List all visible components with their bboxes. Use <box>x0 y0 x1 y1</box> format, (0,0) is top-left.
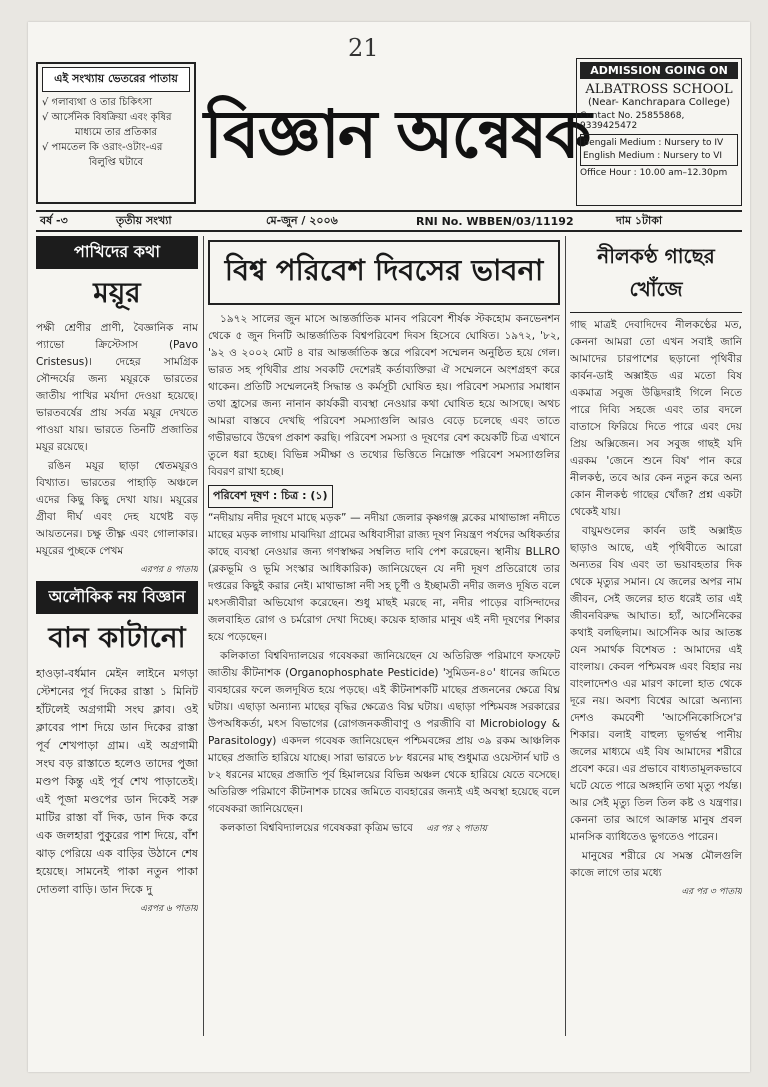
inside-item: √ গলাব্যথা ও তার চিকিৎসা <box>42 97 153 108</box>
subhead-pollution: পরিবেশ দূষণ : চিত্র : (১) <box>208 485 333 508</box>
handwritten-page-number: 21 <box>348 34 379 62</box>
environment-paragraph: ১৯৭২ সালের জুন মাসে আন্তর্জাতিক মানব পরিবেশ শীর্ষক স্টকহোম কনভেনশন থেকে ৫ জুন দিনটি আন্তর্জাতিক বিশ্বপরিবেশ দিবস হিসেবে ঘোষিত। ১৯৭২, '৮২, '৯২ ও ২০০২ মোট ৪ বার আন্তর্জাতিক স্তরে পরিবেশ সম্মেলন অনুষ্ঠিত হয়ে গেল। ভারত সহ পৃথিবীর প্রায় সবকটি দেশেরই কর্তাব্যক্তিরা ঐ সম্মেলনে অংশগ্রহণ করে থাকেন। প্রতিটি সম্মেলনেই সিদ্ধান্ত ও কর্মসূচী ঘোষিত হয়। পরিবেশ সমস্যার সমাধান তথা হ্রাসের জন্য নানান কার্যকরী ব্যবস্থা নেওয়ার কথা ঘোষিত হয়ে আসছে। অথচ আমরা বাস্তবে দেখছি পরিবেশ সমস্যাগুলি আরও বেড়ে চলেছে এবং তাতে গভীরভাবে উদ্বেগ প্রকাশ করছি। পরিবেশ সমস্যা ও দূষণের বেশ কয়েকটি চিত্র এখানে তুলে ধরা হচ্ছে। বিভিন্ন সমীক্ষা ও তথ্যের ভিত্তিতে নিম্নোক্ত পরিবেশ সমস্যাগুলির বিবরণ রাখা হচ্ছে। <box>208 313 560 478</box>
ad-office-hour: Office Hour : 10.00 am–12.30pm <box>580 168 728 178</box>
environment-paragraph <box>208 820 560 838</box>
peacock-paragraph: পক্ষী শ্রেণীর প্রাণী, বৈজ্ঞানিক নাম প্যাভো ক্রিস্টেসাস (Pavo Cristesus)। দেহের সামগ্রিক সৌন্দর্যের জন্য ময়ূরকে ভারতের জাতীয় পাখির মর্যাদা দেওয়া হয়েছে। ভারতবর্ষের প্রায় সর্বত্র ময়ূর দেখতে পাওয়া যায়। ভারতে তিনটি প্রজাতির ময়ূর রয়েছে। <box>36 322 198 453</box>
column-divider <box>203 236 204 1036</box>
environment-paragraph: কলিকাতা বিশ্ববিদ্যালয়ের গবেষকরা জানিয়েছেন যে অতিরিক্ত পরিমাণে ফসফেট জাতীয় কীটনাশক (Organophosphate Pesticide) 'সুমিডন-৪০' ধানের জমিতে ব্যবহারের ফলে জলদূষিত হয়ে পড়ছে। এই কীটনাশকটি মাছের প্রজননের ক্ষেত্রে বিঘ্ন ঘটায়। এছাড়া অন্যান্য মাছের বৃদ্ধির ক্ষেত্রেও বিঘ্ন ঘটায়। এছাড়া পশ্চিমবঙ্গ সরকারের উপঅধিকর্তা, মৎস বিভাগের (রোগজনকজীবাণু ও পরজীবি বা Microbiology & Parasitology) একদল গবেষক জানিয়েছেন পশ্চিমবঙ্গের প্রায় ৩৯ রকম আঞ্চলিক মাছের প্রজাতি হারিয়ে যাচ্ছে। সারা ভারতে ৮৮ ধরনের মাছ শুধুমাত্র ওয়েস্টার্ন ঘাট ও ৮২ ধরনের মাছের প্রজাতি পূর্ব হিমালয়ের বিভিন্ন অঞ্চল থেকে হারিয়ে যেতে বসেছে। অতিরিক্ত পরিমাণে কীটনাশক চাষের জমিতে ব্যবহারের জন্যই এই অবস্থা হয়েছে বলে গবেষকরা জানিয়েছেন। <box>208 650 560 815</box>
left-column <box>36 236 198 1066</box>
headline-peacock: ময়ূর <box>93 276 141 309</box>
issue-number: তৃতীয় সংখ্যা <box>116 213 172 227</box>
environment-tail: কলকাতা বিশ্ববিদ্যালয়ের গবেষকরা কৃত্রিম ভাবে <box>220 822 413 834</box>
issue-date: মে-জুন / ২০০৬ <box>266 213 338 227</box>
inside-item: মাধ্যমে তার প্রতিকার <box>74 127 157 138</box>
inside-pages-box <box>36 62 196 204</box>
ad-contact: Contact No. 25855868, 9339425472 <box>580 111 685 131</box>
section-science: অলৌকিক নয় বিজ্ঞান <box>36 581 198 614</box>
peacock-paragraph: রঙিন ময়ূর ছাড়া শ্বেতময়ূরও বিখ্যাত। ভারতের পাহাড়ি অঞ্চলে এদের কিছু কিছু দেখা যায়। ময়ূরের গ্রীবা দীর্ঘ এবং দেহ যথেষ্ট বড় আয়তনের। চক্ষু তীক্ষ্ণ এবং গোলাকার। ময়ূরের পুচ্ছকে পেখম <box>36 460 198 557</box>
inside-item: বিলুপ্তি ঘটাবে <box>88 157 144 168</box>
section-birds: পাখিদের কথা <box>36 236 198 269</box>
ad-english-medium: English Medium : Nursery to VI <box>583 151 723 161</box>
continuation-note: এর পর ৩ পাতায় <box>681 887 742 897</box>
headline-environment-day: বিশ্ব পরিবেশ দিবসের ভাবনা <box>208 240 560 305</box>
nilkantha-paragraph: বায়ুমণ্ডলের কার্বন ডাই অক্সাইড ছাড়াও আছে, এই পৃথিবীতে আরো অন্যতর বিষ এবং তা ভয়াবহতার দিক থেকে মৃত্যুর সমান। যে জলের অপর নাম জীবন, সেই জলের হাত ধরেই তার এই জীবনবিরুদ্ধ আঘাত। হ্যাঁ, আর্সেনিকের কথাই বলছিলাম। আর্সেনিক আর আতঙ্ক যেন সমার্থক বিশেষত : আমাদের এই বাংলায়। কেবল পশ্চিমবঙ্গ এবং বিহার নয় বাংলাদেশও এর মারণ কালো হাত থেকে দূরে নয়। অবশ্য বিশ্বের আরো অন্যান্য দেশও কমবেশী 'আর্সেনিকোসিসে'র শিকার। বলাই বাহুল্য ভূগর্ভস্থ পানীয় জলের মাধ্যমে এই বিষ আমাদের শরীরে প্রবেশ করে। এর প্রভাবে বাধ্যতামূলকভাবে ঘটে যেতে পারে অঙ্গহানি তথা মৃত্যু পর্যন্ত। আর সেই মৃত্যু তিল তিল কষ্ট ও যন্ত্রণার। কেননা তার আগে আক্রান্ত মানুষ প্রবল মানসিক ব্যাধিতেও ভুগতেও পারেন। <box>570 525 742 843</box>
continuation-note: এরপর ৪ পাতায় <box>140 565 198 575</box>
ad-subtitle: (Near- Kanchrapara College) <box>588 97 730 108</box>
inside-item: √ আর্সেনিক বিষক্রিয়া এবং কৃষির <box>42 112 172 123</box>
ad-heading: ADMISSION GOING ON <box>580 62 738 79</box>
ban-katano-paragraph: হাওড়া-বর্ধমান মেইন লাইনে মগড়া স্টেশনের পূর্ব দিকের রাস্তা ১ মিনিট হাঁটলেই অগ্রগামী সংঘ ক্লাব। ওই ক্লাবের পাশ দিয়ে ডান দিকের রাস্তা পূর্ব শেখপাড়া গ্রাম। এই অগ্রগামী সংঘ বড় রাস্তাতে হলেও তাদের পুজা মণ্ডপ কিন্তু এই পূর্ব শেখ পাড়াতেই। এই পূজা মণ্ডপের ডান দিকেই সরু মাটির রাস্তা বাঁ দিক, ডান দিক করে এক জলহারা পুকুরের পাশ দিয়ে, বাঁশ ঝাড় পেরিয়ে এক বাড়ির উঠানে শেষ হয়েছে। সামনেই পাকা নতুন পাকা দোতলা বাড়ি। ডান দিকে দু <box>36 667 198 896</box>
newspaper-page <box>28 22 750 1072</box>
nilkantha-paragraph: গাছ মাত্রই দেবাদিদেব নীলকণ্ঠের মত, কেননা আমরা তো এখন সবাই জানি আমাদের চারপাশের ছড়ানো পৃথিবীর কার্বন-ডাই অক্সাইড এর মতো বিষ একমাত্র সবুজ উদ্ভিদরাই গিলে নিতে পারে দিব্যি সহজে এবং তার বদলে বাতাসে ফিরিয়ে দিতে পারে এবং দেয় প্রিয় অক্সিজেন। সব সবুজ গাছই যদি এরকম 'জেনে শুনে বিষ' পান করে নীলকণ্ঠ, তবে আর কেন নতুন করে অন্য কোন নীলকণ্ঠ গাছের খোঁজ? প্রশ্ন একটা থেকেই যায়। <box>570 319 742 518</box>
inside-item: √ পামতেল কি ওরাং-ওটাং-এর <box>42 142 163 153</box>
ad-bengali-medium: Bengali Medium : Nursery to IV <box>583 138 724 148</box>
issue-info-bar <box>36 210 742 232</box>
column-divider <box>565 236 566 1036</box>
rni-number: RNI No. WBBEN/03/11192 <box>416 214 574 228</box>
headline-ban-katano: বান কাটানো <box>48 621 186 654</box>
inside-pages-title: এই সংখ্যায় ভেতরের পাতায় <box>42 67 190 92</box>
school-advertisement <box>576 58 742 206</box>
middle-column <box>208 236 560 1066</box>
nilkantha-paragraph: মানুষের শরীরে যে সমস্ত মৌলগুলি কাজে লাগে তার মধ্যে <box>570 850 742 879</box>
ad-school-name: ALBATROSS SCHOOL <box>585 82 733 97</box>
headline-nilkantha: নীলকণ্ঠ গাছের খোঁজে <box>570 236 742 313</box>
masthead-title: বিজ্ঞান অন্বেষক <box>204 95 590 173</box>
environment-paragraph: “নদীয়ায় নদীর দূষণে মাছে মড়ক” — নদীয়া জেলার কৃষ্ণগঞ্জ ব্লকের মাথাভাঙ্গা নদীতে মাছের মড়ক লাগায় মাঝদিয়া গ্রামের অধিবাসীরা রাজ্য দূষণ নিয়ন্ত্রণ পর্ষদের অধিকর্তার কাছে ব্যবস্থা নেওয়ার জন্য গণস্বাক্ষর সম্বলিত দাবি পেশ করেছেন। স্থানীয় BLLRO (ব্লকভূমি ও ভূমি সংস্কার আধিকারিক) জানিয়েছেন যে নদী দূষণ প্রতিরোধে তার দপ্তরের কিছুই করার নেই। মাথাভাঙ্গা নদী সহ চূর্ণী ও ইচ্ছামতী নদীর জলও দূষিত বলে মৎসজীবীরা অভিযোগ করেছেন। শুধু মাছই মরছে না, নদীর পাড়ের বাসিন্দাদের জলবাহিত রোগ ও চর্মরোগ দেখা দিচ্ছে। কয়েক হাজার মানুষ এই নদী দূষণের শিকার হয়ে পড়েছেন। <box>208 512 560 643</box>
issue-price: দাম ১টাকা <box>616 213 663 227</box>
continuation-note: এর পর ২ পাতায় <box>426 824 487 834</box>
issue-year: বর্ষ -৩ <box>40 213 68 227</box>
right-column <box>570 236 742 1066</box>
ad-medium-box <box>580 134 738 166</box>
continuation-note: এরপর ৬ পাতায় <box>140 904 198 914</box>
